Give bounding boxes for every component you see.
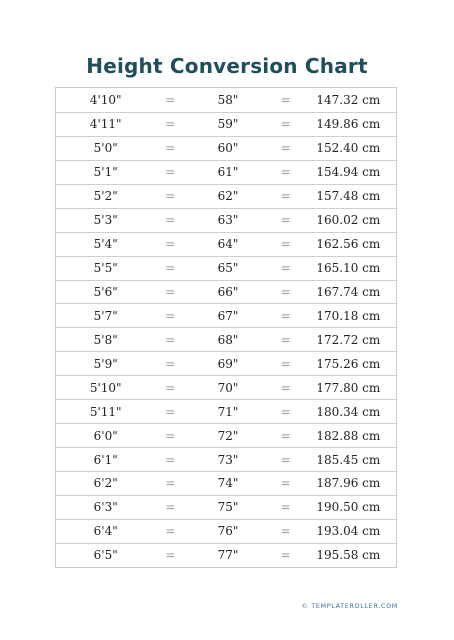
feet-inches-cell: 5'9" <box>93 356 118 371</box>
centimeters-cell: 175.26 cm <box>316 356 381 371</box>
feet-inches-cell: 5'4" <box>93 237 118 252</box>
equals-sign: = <box>280 308 291 323</box>
feet-inches-cell: 5'8" <box>93 332 118 347</box>
table-row <box>56 208 396 232</box>
inches-cell: 74" <box>217 476 239 491</box>
feet-inches-cell: 6'1" <box>93 452 118 467</box>
table-row <box>56 256 396 280</box>
inches-cell: 71" <box>217 404 239 419</box>
inches-cell: 65" <box>217 261 239 276</box>
equals-sign: = <box>280 117 291 132</box>
equals-sign: = <box>280 476 291 491</box>
table-row <box>56 232 396 256</box>
centimeters-cell: 167.74 cm <box>316 284 381 299</box>
equals-sign: = <box>280 404 291 419</box>
inches-cell: 62" <box>217 189 239 204</box>
centimeters-cell: 180.34 cm <box>316 404 381 419</box>
centimeters-cell: 177.80 cm <box>316 380 381 395</box>
feet-inches-cell: 6'0" <box>93 428 118 443</box>
inches-cell: 68" <box>217 332 239 347</box>
inches-cell: 69" <box>217 356 239 371</box>
table-row <box>56 519 396 543</box>
feet-inches-cell: 5'7" <box>93 308 118 323</box>
equals-sign: = <box>280 332 291 347</box>
inches-cell: 73" <box>217 452 239 467</box>
centimeters-cell: 195.58 cm <box>316 548 381 563</box>
equals-sign: = <box>165 332 176 347</box>
feet-inches-cell: 6'3" <box>93 500 118 515</box>
equals-sign: = <box>165 404 176 419</box>
centimeters-cell: 162.56 cm <box>316 237 381 252</box>
centimeters-cell: 165.10 cm <box>316 261 381 276</box>
equals-sign: = <box>165 165 176 180</box>
equals-sign: = <box>280 165 291 180</box>
table-row <box>56 495 396 519</box>
equals-sign: = <box>280 189 291 204</box>
equals-sign: = <box>165 500 176 515</box>
equals-sign: = <box>165 213 176 228</box>
equals-sign: = <box>165 237 176 252</box>
inches-cell: 64" <box>217 237 239 252</box>
centimeters-cell: 154.94 cm <box>316 165 381 180</box>
feet-inches-cell: 5'2" <box>93 189 118 204</box>
equals-sign: = <box>165 117 176 132</box>
equals-sign: = <box>165 308 176 323</box>
equals-sign: = <box>280 356 291 371</box>
table-row <box>56 184 396 208</box>
inches-cell: 72" <box>217 428 239 443</box>
feet-inches-cell: 5'1" <box>93 165 118 180</box>
centimeters-cell: 190.50 cm <box>316 500 381 515</box>
table-row <box>56 471 396 495</box>
equals-sign: = <box>280 284 291 299</box>
equals-sign: = <box>280 428 291 443</box>
inches-cell: 67" <box>217 308 239 323</box>
conversion-table <box>55 87 397 568</box>
page-title: Height Conversion Chart <box>86 54 368 78</box>
inches-cell: 61" <box>217 165 239 180</box>
equals-sign: = <box>165 548 176 563</box>
centimeters-cell: 149.86 cm <box>316 117 381 132</box>
feet-inches-cell: 5'3" <box>93 213 118 228</box>
equals-sign: = <box>280 261 291 276</box>
table-row <box>56 351 396 375</box>
equals-sign: = <box>165 476 176 491</box>
inches-cell: 70" <box>217 380 239 395</box>
table-row <box>56 303 396 327</box>
centimeters-cell: 170.18 cm <box>316 308 381 323</box>
table-row <box>56 136 396 160</box>
equals-sign: = <box>165 92 176 107</box>
inches-cell: 77" <box>217 548 239 563</box>
equals-sign: = <box>165 189 176 204</box>
equals-sign: = <box>280 213 291 228</box>
centimeters-cell: 182.88 cm <box>316 428 381 443</box>
table-row <box>56 375 396 399</box>
inches-cell: 60" <box>217 141 239 156</box>
feet-inches-cell: 5'5" <box>93 261 118 276</box>
inches-cell: 63" <box>217 213 239 228</box>
inches-cell: 75" <box>217 500 239 515</box>
inches-cell: 66" <box>217 284 239 299</box>
feet-inches-cell: 5'10" <box>89 380 122 395</box>
table-row <box>56 447 396 471</box>
table-row <box>56 327 396 351</box>
feet-inches-cell: 5'6" <box>93 284 118 299</box>
equals-sign: = <box>165 428 176 443</box>
centimeters-cell: 193.04 cm <box>316 524 381 539</box>
equals-sign: = <box>165 524 176 539</box>
equals-sign: = <box>280 500 291 515</box>
equals-sign: = <box>165 356 176 371</box>
feet-inches-cell: 4'11" <box>89 117 122 132</box>
feet-inches-cell: 6'2" <box>93 476 118 491</box>
equals-sign: = <box>165 284 176 299</box>
feet-inches-cell: 4'10" <box>89 92 122 107</box>
feet-inches-cell: 6'4" <box>93 524 118 539</box>
centimeters-cell: 157.48 cm <box>316 189 381 204</box>
centimeters-cell: 187.96 cm <box>316 476 381 491</box>
equals-sign: = <box>165 141 176 156</box>
table-row <box>56 399 396 423</box>
equals-sign: = <box>280 237 291 252</box>
table-row <box>56 423 396 447</box>
equals-sign: = <box>280 452 291 467</box>
equals-sign: = <box>280 92 291 107</box>
feet-inches-cell: 5'11" <box>89 404 122 419</box>
equals-sign: = <box>280 380 291 395</box>
footer-brand[interactable]: © TEMPLATEROLLER.COM <box>301 602 398 610</box>
centimeters-cell: 172.72 cm <box>316 332 381 347</box>
feet-inches-cell: 6'5" <box>93 548 118 563</box>
table-row <box>56 88 396 112</box>
equals-sign: = <box>165 261 176 276</box>
centimeters-cell: 160.02 cm <box>316 213 381 228</box>
inches-cell: 59" <box>217 117 239 132</box>
equals-sign: = <box>280 524 291 539</box>
equals-sign: = <box>165 452 176 467</box>
centimeters-cell: 152.40 cm <box>316 141 381 156</box>
table-row <box>56 160 396 184</box>
inches-cell: 76" <box>217 524 239 539</box>
table-row <box>56 280 396 304</box>
equals-sign: = <box>280 141 291 156</box>
table-row <box>56 112 396 136</box>
equals-sign: = <box>280 548 291 563</box>
table-row <box>56 543 396 567</box>
equals-sign: = <box>165 380 176 395</box>
inches-cell: 58" <box>217 92 239 107</box>
feet-inches-cell: 5'0" <box>93 141 118 156</box>
centimeters-cell: 185.45 cm <box>316 452 381 467</box>
centimeters-cell: 147.32 cm <box>316 92 381 107</box>
